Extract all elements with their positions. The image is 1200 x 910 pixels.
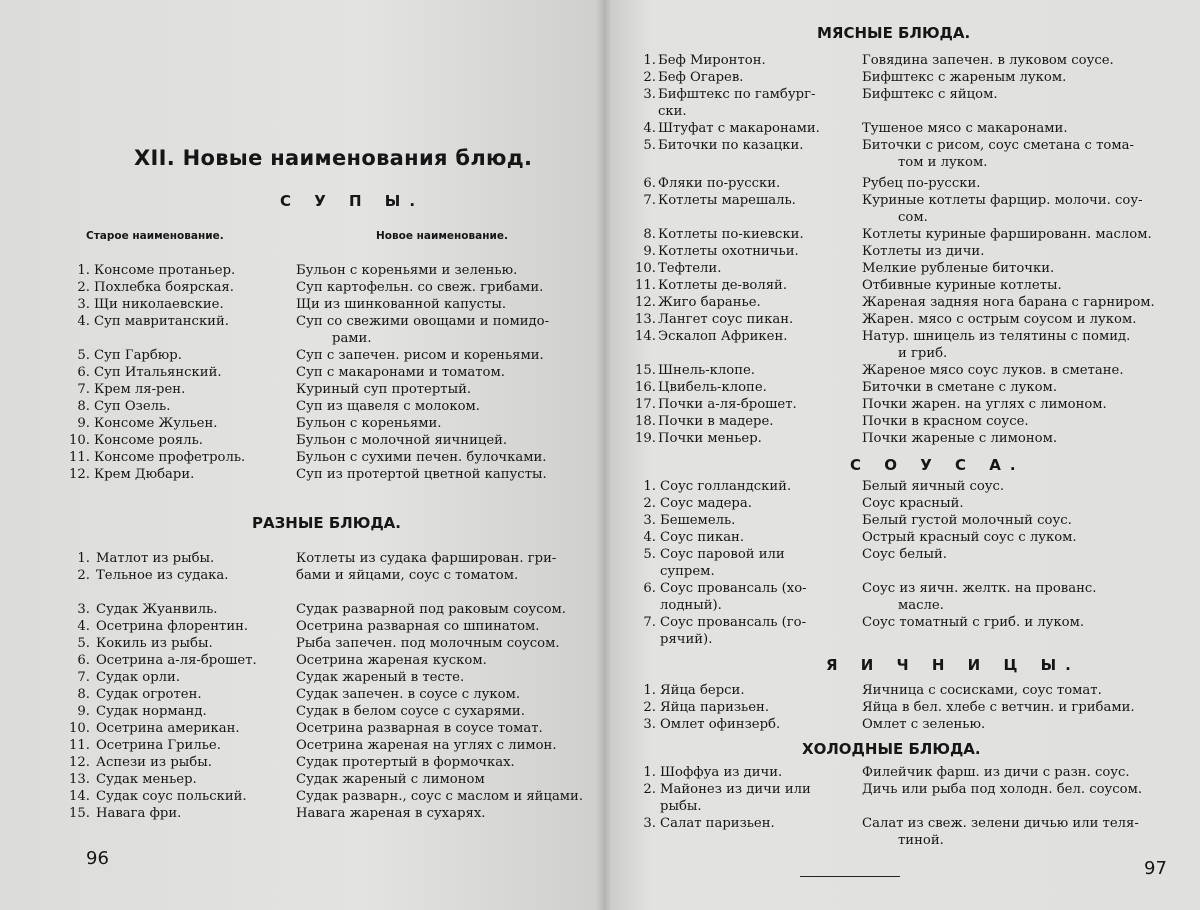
old-dish-name: Почки меньер. <box>658 431 762 446</box>
item-number: 10. <box>69 721 90 736</box>
old-dish-name: Судак норманд. <box>96 704 207 719</box>
new-dish-name: Суп с макаронами и томатом. <box>296 365 505 380</box>
item-number: 5. <box>643 138 656 153</box>
new-dish-name: бами и яйцами, соус с томатом. <box>296 568 519 583</box>
soups-heading: С У П Ы. <box>280 192 425 210</box>
page-number-right: 97 <box>1144 858 1167 879</box>
new-dish-name-continued: рами. <box>332 331 372 346</box>
old-dish-name-continued: рыбы. <box>660 799 702 814</box>
new-dish-name: Дичь или рыба под холодн. бел. соусом. <box>862 782 1143 797</box>
old-dish-name: Шнель-клопе. <box>658 363 756 378</box>
old-dish-name: Штуфат с макаронами. <box>658 121 820 136</box>
item-number: 1. <box>643 765 656 780</box>
new-dish-name: Судак разварной под раковым соусом. <box>296 602 566 617</box>
old-dish-name: Аспези из рыбы. <box>96 755 212 770</box>
old-dish-name: Эскалоп Африкен. <box>658 329 788 344</box>
item-number: 6. <box>643 581 656 596</box>
old-dish-name: Суп Озель. <box>94 399 171 414</box>
old-dish-name: Осетрина Грилье. <box>96 738 221 753</box>
item-number: 2. <box>77 568 90 583</box>
new-dish-name: Куриный суп протертый. <box>296 382 472 397</box>
new-dish-name: Судак жареный в тесте. <box>296 670 465 685</box>
item-number: 3. <box>643 717 656 732</box>
new-dish-name: Осетрина разварная со шпинатом. <box>296 619 540 634</box>
old-dish-name: Почки в мадере. <box>658 414 774 429</box>
item-number: 6. <box>77 653 90 668</box>
new-dish-name: Осетрина разварная в соусе томат. <box>296 721 543 736</box>
new-dish-name: Осетрина жареная куском. <box>296 653 487 668</box>
new-dish-name: Бульон с сухими печен. булочками. <box>296 450 547 465</box>
item-number: 3. <box>77 297 90 312</box>
new-dish-name: Соус томатный с гриб. и луком. <box>862 615 1085 630</box>
old-dish-name: Матлот из рыбы. <box>96 551 215 566</box>
old-dish-name: Котлеты де-воляй. <box>658 278 788 293</box>
old-dish-name: Крем Дюбари. <box>94 467 195 482</box>
old-dish-name: Котлеты охотничьи. <box>658 244 799 259</box>
old-dish-name: Бифштекс по гамбург- <box>658 87 816 102</box>
old-dish-name: Судак меньер. <box>96 772 197 787</box>
item-number: 16. <box>635 380 656 395</box>
item-number: 5. <box>643 547 656 562</box>
old-dish-name: Яйца берси. <box>660 683 745 698</box>
item-number: 14. <box>635 329 656 344</box>
old-dish-name: Цвибель-клопе. <box>658 380 767 395</box>
item-number: 2. <box>77 280 90 295</box>
new-dish-name: Почки в красном соусе. <box>862 414 1029 429</box>
new-dish-name: Жарен. мясо с острым соусом и луком. <box>862 312 1137 327</box>
old-dish-name: Консоме протаньер. <box>94 263 236 278</box>
old-dish-name: Котлеты по-киевски. <box>658 227 804 242</box>
item-number: 7. <box>77 382 90 397</box>
new-dish-name: Белый густой молочный соус. <box>862 513 1072 528</box>
item-number: 11. <box>69 450 90 465</box>
old-dish-name: Биточки по казацки. <box>658 138 804 153</box>
old-dish-name: Шоффуа из дичи. <box>660 765 783 780</box>
old-dish-name-continued: рячий). <box>660 632 713 647</box>
new-dish-name: Судак в белом соусе с сухарями. <box>296 704 525 719</box>
new-dish-name: Бульон с молочной яичницей. <box>296 433 508 448</box>
item-number: 1. <box>77 551 90 566</box>
item-number: 8. <box>77 399 90 414</box>
new-dish-name: Судак запечен. в соусе с луком. <box>296 687 521 702</box>
item-number: 1. <box>77 263 90 278</box>
item-number: 1. <box>643 53 656 68</box>
new-dish-name: Соус красный. <box>862 496 964 511</box>
old-dish-name: Навага фри. <box>96 806 182 821</box>
item-number: 9. <box>77 704 90 719</box>
item-number: 8. <box>77 687 90 702</box>
new-dish-name-continued: масле. <box>898 598 944 613</box>
item-number: 10. <box>635 261 656 276</box>
old-dish-name: Судак орли. <box>96 670 181 685</box>
new-dish-name: Рыба запечен. под молочным соусом. <box>296 636 560 651</box>
item-number: 15. <box>69 806 90 821</box>
item-number: 2. <box>643 782 656 797</box>
new-dish-name: Котлеты из дичи. <box>862 244 985 259</box>
item-number: 4. <box>77 314 90 329</box>
page-number-left: 96 <box>86 848 109 869</box>
new-dish-name: Отбивные куриные котлеты. <box>862 278 1062 293</box>
old-dish-name: Консоме Жульен. <box>94 416 218 431</box>
item-number: 17. <box>635 397 656 412</box>
old-dish-name: Соус провансаль (го- <box>660 615 807 630</box>
item-number: 5. <box>77 636 90 651</box>
new-dish-name: Яичница с сосисками, соус томат. <box>862 683 1102 698</box>
item-number: 6. <box>643 176 656 191</box>
old-dish-name: Соус мадера. <box>660 496 752 511</box>
old-dish-name: Соус провансаль (хо- <box>660 581 807 596</box>
item-number: 3. <box>643 816 656 831</box>
new-dish-name: Омлет с зеленью. <box>862 717 986 732</box>
old-dish-name: Лангет соус пикан. <box>658 312 794 327</box>
new-dish-name: Навага жареная в сухарях. <box>296 806 486 821</box>
column-header-new: Новое наименование. <box>376 230 508 242</box>
old-dish-name: Осетрина а-ля-брошет. <box>96 653 257 668</box>
new-dish-name: Бульон с кореньями и зеленью. <box>296 263 518 278</box>
new-dish-name: Суп из протертой цветной капусты. <box>296 467 547 482</box>
item-number: 2. <box>643 70 656 85</box>
old-dish-name: Осетрина американ. <box>96 721 240 736</box>
new-dish-name: Натур. шницель из телятины с помид. <box>862 329 1131 344</box>
new-dish-name: Жареное мясо соус луков. в сметане. <box>862 363 1124 378</box>
old-dish-name: Майонез из дичи или <box>660 782 811 797</box>
old-dish-name: Консоме рояль. <box>94 433 203 448</box>
old-dish-name: Тефтели. <box>658 261 722 276</box>
item-number: 12. <box>635 295 656 310</box>
old-dish-name: Почки а-ля-брошет. <box>658 397 797 412</box>
new-dish-name: Биточки с рисом, соус сметана с тома- <box>862 138 1134 153</box>
column-header-old: Старое наименование. <box>86 230 224 242</box>
new-dish-name: Жареная задняя нога барана с гарниром. <box>862 295 1155 310</box>
old-dish-name: Бешемель. <box>660 513 736 528</box>
new-dish-name: Суп из щавеля с молоком. <box>296 399 480 414</box>
item-number: 13. <box>69 772 90 787</box>
old-dish-name-continued: ски. <box>658 104 687 119</box>
new-dish-name-continued: тиной. <box>898 833 944 848</box>
item-number: 8. <box>643 227 656 242</box>
old-dish-name: Соус паровой или <box>660 547 785 562</box>
new-dish-name: Бифштекс с яйцом. <box>862 87 998 102</box>
new-dish-name: Осетрина жареная на углях с лимон. <box>296 738 557 753</box>
old-dish-name: Крем ля-рен. <box>94 382 186 397</box>
new-dish-name: Судак протертый в формочках. <box>296 755 515 770</box>
item-number: 5. <box>77 348 90 363</box>
old-dish-name: Кокиль из рыбы. <box>96 636 213 651</box>
new-dish-name: Суп с запечен. рисом и кореньями. <box>296 348 544 363</box>
item-number: 9. <box>643 244 656 259</box>
new-dish-name: Куриные котлеты фарщир. молочи. соу- <box>862 193 1143 208</box>
item-number: 2. <box>643 496 656 511</box>
item-number: 4. <box>643 121 656 136</box>
new-dish-name: Говядина запечен. в луковом соусе. <box>862 53 1114 68</box>
old-dish-name-continued: лодный). <box>660 598 722 613</box>
item-number: 1. <box>643 479 656 494</box>
footer-rule <box>800 876 900 877</box>
new-dish-name: Биточки в сметане с луком. <box>862 380 1058 395</box>
new-dish-name: Бульон с кореньями. <box>296 416 442 431</box>
item-number: 6. <box>77 365 90 380</box>
new-dish-name: Суп картофельн. со свеж. грибами. <box>296 280 544 295</box>
item-number: 14. <box>69 789 90 804</box>
item-number: 15. <box>635 363 656 378</box>
old-dish-name: Консоме профетроль. <box>94 450 246 465</box>
item-number: 7. <box>77 670 90 685</box>
item-number: 11. <box>635 278 656 293</box>
old-dish-name: Омлет офинзерб. <box>660 717 781 732</box>
item-number: 12. <box>69 467 90 482</box>
right-page <box>604 0 1200 910</box>
old-dish-name: Судак Жуанвиль. <box>96 602 218 617</box>
book-gutter <box>596 0 612 910</box>
sauces-heading: С О У С А. <box>850 456 1025 474</box>
new-dish-name: Щи из шинкованной капусты. <box>296 297 507 312</box>
new-dish-name: Почки жареные с лимоном. <box>862 431 1058 446</box>
item-number: 18. <box>635 414 656 429</box>
new-dish-name-continued: том и луком. <box>898 155 988 170</box>
new-dish-name-continued: и гриб. <box>898 346 948 361</box>
old-dish-name: Котлеты марешаль. <box>658 193 796 208</box>
old-dish-name: Соус пикан. <box>660 530 745 545</box>
new-dish-name: Соус из яичн. желтк. на прованс. <box>862 581 1097 596</box>
new-dish-name: Судак разварн., соус с маслом и яйцами. <box>296 789 584 804</box>
new-dish-name: Филейчик фарш. из дичи с разн. соус. <box>862 765 1130 780</box>
old-dish-name: Фляки по-русски. <box>658 176 781 191</box>
new-dish-name: Тушеное мясо с макаронами. <box>862 121 1068 136</box>
item-number: 11. <box>69 738 90 753</box>
item-number: 10. <box>69 433 90 448</box>
cold-heading: ХОЛОДНЫЕ БЛЮДА. <box>802 740 981 758</box>
item-number: 19. <box>635 431 656 446</box>
old-dish-name: Беф Огарев. <box>658 70 744 85</box>
old-dish-name: Суп Гарбюр. <box>94 348 182 363</box>
item-number: 4. <box>643 530 656 545</box>
item-number: 3. <box>77 602 90 617</box>
item-number: 7. <box>643 193 656 208</box>
new-dish-name: Мелкие рубленые биточки. <box>862 261 1055 276</box>
new-dish-name: Бифштекс с жареным луком. <box>862 70 1067 85</box>
new-dish-name: Рубец по-русски. <box>862 176 981 191</box>
old-dish-name: Щи николаевские. <box>94 297 224 312</box>
new-dish-name: Салат из свеж. зелени дичью или теля- <box>862 816 1139 831</box>
new-dish-name: Острый красный соус с луком. <box>862 530 1077 545</box>
new-dish-name: Яйца в бел. хлебе с ветчин. и грибами. <box>862 700 1135 715</box>
item-number: 3. <box>643 513 656 528</box>
old-dish-name: Суп мавританский. <box>94 314 229 329</box>
new-dish-name: Суп со свежими овощами и помидо- <box>296 314 550 329</box>
old-dish-name: Соус голландский. <box>660 479 792 494</box>
old-dish-name: Суп Итальянский. <box>94 365 222 380</box>
old-dish-name: Похлебка боярская. <box>94 280 234 295</box>
new-dish-name: Котлеты из судака фарширован. гри- <box>296 551 557 566</box>
item-number: 1. <box>643 683 656 698</box>
chapter-title: XII. Новые наименования блюд. <box>134 146 533 170</box>
item-number: 3. <box>643 87 656 102</box>
item-number: 4. <box>77 619 90 634</box>
item-number: 12. <box>69 755 90 770</box>
new-dish-name: Соус белый. <box>862 547 947 562</box>
old-dish-name: Салат паризьен. <box>660 816 775 831</box>
eggs-heading: Я И Ч Н И Ц Ы. <box>826 656 1080 674</box>
old-dish-name: Тельное из судака. <box>96 568 229 583</box>
item-number: 13. <box>635 312 656 327</box>
old-dish-name: Осетрина флорентин. <box>96 619 249 634</box>
meat-heading: МЯСНЫЕ БЛЮДА. <box>817 24 971 42</box>
item-number: 2. <box>643 700 656 715</box>
new-dish-name: Белый яичный соус. <box>862 479 1005 494</box>
old-dish-name: Судак соус польский. <box>96 789 247 804</box>
item-number: 7. <box>643 615 656 630</box>
new-dish-name: Почки жарен. на углях с лимоном. <box>862 397 1107 412</box>
new-dish-name: Котлеты куриные фаршированн. маслом. <box>862 227 1152 242</box>
new-dish-name-continued: сом. <box>898 210 928 225</box>
old-dish-name: Яйца паризьен. <box>660 700 770 715</box>
old-dish-name: Беф Миронтон. <box>658 53 766 68</box>
old-dish-name: Жиго баранье. <box>658 295 761 310</box>
item-number: 9. <box>77 416 90 431</box>
various-heading: РАЗНЫЕ БЛЮДА. <box>252 514 401 532</box>
old-dish-name-continued: супрем. <box>660 564 715 579</box>
old-dish-name: Судак огротен. <box>96 687 202 702</box>
new-dish-name: Судак жареный с лимоном <box>296 772 485 787</box>
